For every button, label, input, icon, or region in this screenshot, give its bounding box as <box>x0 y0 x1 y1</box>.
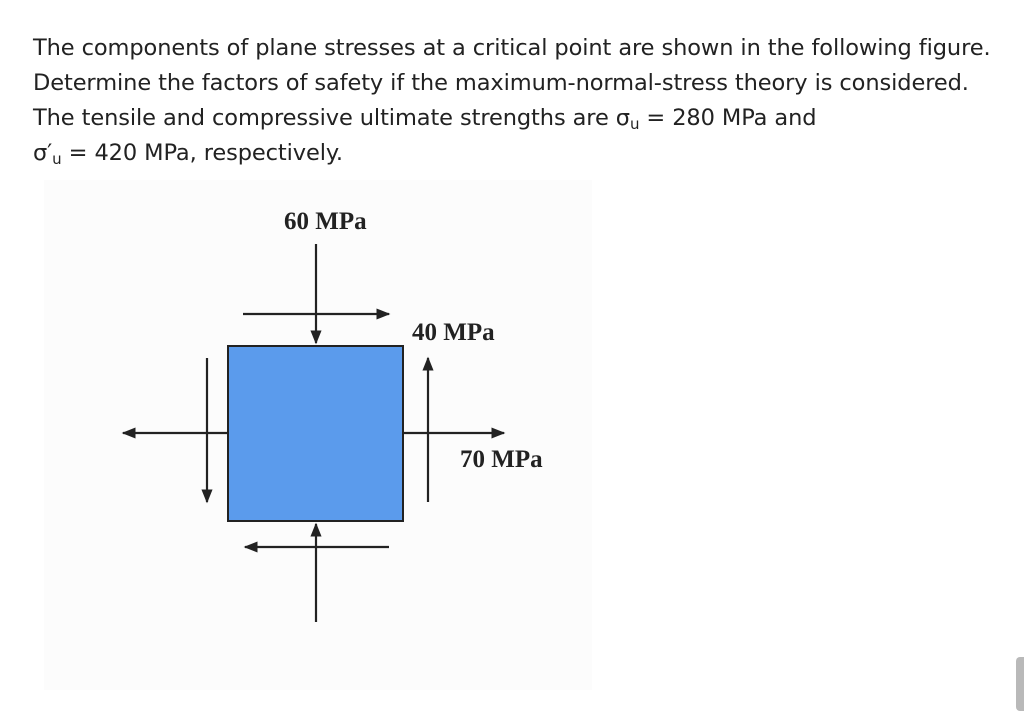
problem-statement <box>33 31 1013 171</box>
scrollbar-thumb[interactable] <box>1016 657 1024 711</box>
shear-stress-label: 40 MPa <box>412 319 495 346</box>
tensile-strength-subscript: u <box>629 115 640 133</box>
compressive-strength-symbol: σ′ <box>33 140 53 166</box>
stress-element-diagram <box>44 180 592 690</box>
problem-intro: The components of plane stresses at a critical point are shown in the following figure. Determine the factors of safety if the maximum-normal-stress theory is considered. The tensile and compressive ultimate strengths are <box>33 35 991 131</box>
stress-element-figure <box>44 180 592 690</box>
normal-stress-x-label: 70 MPa <box>460 446 543 473</box>
normal-stress-y-label: 60 MPa <box>284 208 367 235</box>
stress-element-square <box>228 346 403 521</box>
tensile-strength-value: = 280 MPa and <box>639 105 817 131</box>
compressive-strength-subscript: u <box>52 150 62 168</box>
tensile-strength-symbol: σ <box>615 105 630 131</box>
compressive-strength-value: = 420 MPa, respectively. <box>61 140 343 166</box>
